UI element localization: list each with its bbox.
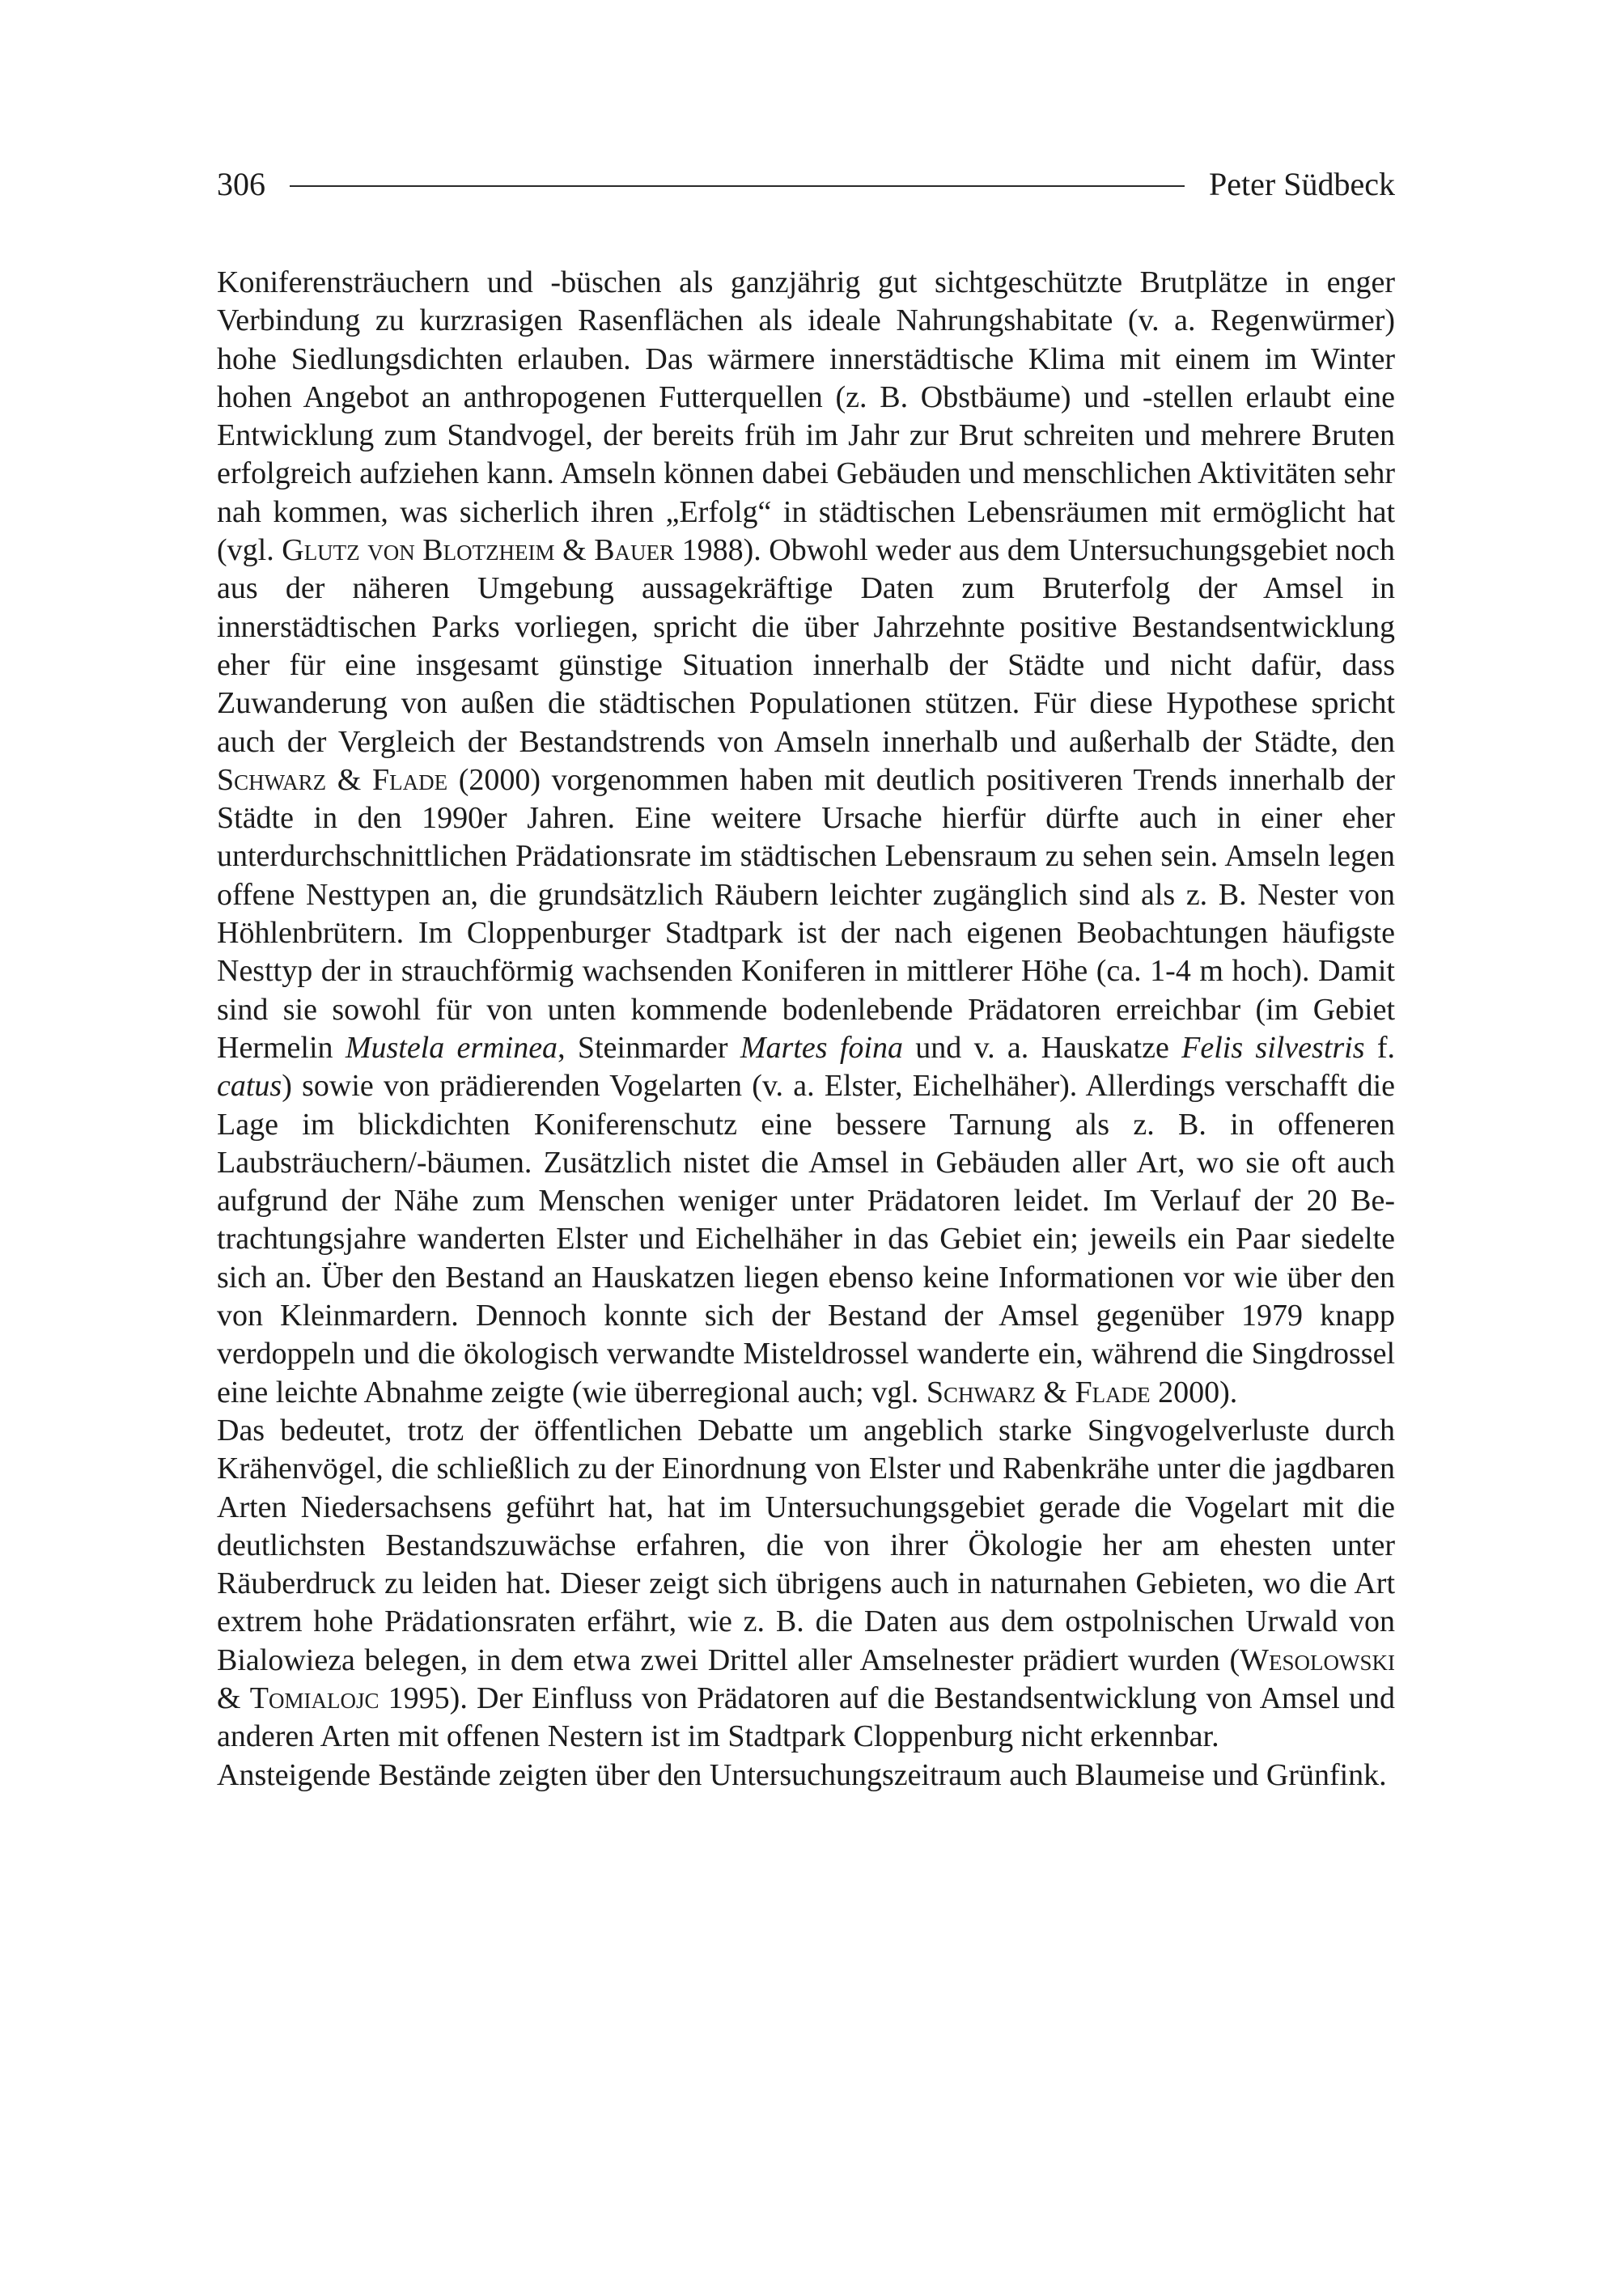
paragraph [217, 1412, 1395, 1757]
species-name: Felis silvestris [1181, 1030, 1365, 1065]
body-text [217, 264, 1395, 1795]
text-run: 1988). Obwohl weder aus dem Untersuchungsgebiet noch aus der näheren Umgebung aussagekräftige Daten zum Bruterfolg der Amsel in innerstädtischen Parks vorliegen, spricht die über Jahrzehnte positive Bestandsentwicklung eher für eine insgesamt günstige Situation innerhalb der Städte und nicht dafür, dass Zuwanderung von außen die städtischen Populationen stützen. Für diese Hypothese spricht auch der Vergleich der Bestandstrends von Amseln innerhalb und außerhalb der Städte, den [217, 533, 1395, 759]
text-run: 2000). [1150, 1375, 1238, 1409]
text-run: & [326, 762, 372, 797]
text-run: (2000) vorgenommen haben mit deutlich positiveren Trends innerhalb der Städte in den 1990er Jahren. Eine weitere Ursache hierfür dürfte auch in einer eher unterdurchschnittlichen Prädationsrate im städtischen Lebensraum zu sehen sein. Amseln legen offene Nesttypen an, die grundsätzlich Räubern leichter zugänglich sind als z. B. Nester von Höhlenbrütern. Im Cloppenburger Stadtpark ist der nach eigenen Beobachtungen häufigste Nesttyp der in strauchförmig wachsenden Koniferen in mittlerer Höhe (ca. 1-4 m hoch). Damit sind sie sowohl für von unten kommende bodenlebende Prädatoren erreichbar (im Gebiet Hermelin [217, 762, 1395, 1065]
header-rule [290, 185, 1185, 187]
text-run: & [1035, 1375, 1075, 1409]
text-run: Ansteigende Bestände zeigten über den Untersuchungszeitraum auch Blaumeise und Grünfink. [217, 1757, 1387, 1792]
text-run: f. [1364, 1030, 1395, 1065]
author-citation: Bauer [594, 533, 675, 568]
text-run: , Steinmarder [558, 1030, 740, 1065]
author-citation: Schwarz [926, 1375, 1036, 1409]
text-run: Koniferensträuchern und -büschen als ganzjährig gut sichtgeschützte Brutplätze in enger Verbindung zu kurzrasigen Rasenflächen als ideale Nahrungshabitate (v. a. Regenwürmer) hohe Siedlungsdichten erlauben. Das wärmere innerstädtische Klima mit einem im Winter hohen Angebot an anthropogenen Futterquellen (z. B. Obstbäume) und -stellen erlaubt eine Entwicklung zum Standvogel, der bereits früh im Jahr zur Brut schreiten und mehrere Bruten erfolgreich aufziehen kann. Amseln können dabei Gebäuden und menschlichen Aktivitäten sehr nah kommen, was sicherlich ihren „Erfolg“ in städtischen Lebensräumen mit ermöglicht hat (vgl. [217, 265, 1395, 568]
species-name: Martes foina [740, 1030, 903, 1065]
text-run: & [217, 1681, 250, 1715]
species-name: catus [217, 1069, 282, 1104]
page-number: 306 [217, 166, 265, 202]
author-citation: Wesolowski [1240, 1642, 1395, 1677]
running-head [217, 162, 1395, 207]
paragraph [217, 1757, 1395, 1795]
author-citation: Tomialojc [249, 1681, 379, 1715]
author-citation: Flade [371, 762, 448, 797]
running-head-author: Peter Südbeck [1209, 166, 1395, 202]
author-citation: Schwarz [217, 762, 327, 797]
paragraph [217, 264, 1395, 1412]
text-run: & [554, 533, 595, 568]
text-run: Das bedeutet, trotz der öffentlichen Debatte um angeblich starke Singvogelverluste durch Krähenvögel, die schließlich zu der Einordnung von Elster und Rabenkrähe unter die jagdbaren Arten Niedersachsens geführt hat, hat im Untersuchungsgebiet gerade die Vogelart mit die deutlichsten Bestandszuwächse erfahren, die von ihrer Ökologie her am ehesten unter Räuberdruck zu leiden hat. Dieser zeigt sich übrigens auch in naturnahen Gebieten, wo die Art extrem hohe Prädationsraten erfährt, wie z. B. die Daten aus dem ostpolnischen Urwald von Bialowieza belegen, in dem etwa zwei Drittel aller Amselnester prädiert wurden ( [217, 1413, 1395, 1677]
author-citation: Flade [1075, 1375, 1151, 1409]
author-citation: Glutz von Blotzheim [282, 533, 555, 568]
species-name: Mustela erminea [345, 1030, 558, 1065]
text-run: ) sowie von prädierenden Vogelarten (v. a. Elster, Eichelhäher). Allerdings verschafft die Lage im blickdichten Koniferenschutz eine bessere Tarnung als z. B. in offeneren Laubsträuchern/-bäumen. Zusätzlich nistet die Amsel in Gebäuden aller Art, wo sie oft auch aufgrund der Nähe zum Menschen weniger unter Prädatoren leidet. Im Verlauf der 20 Betrachtungsjahre wanderten Elster und Eichelhäher in das Gebiet ein; jeweils ein Paar siedelte sich an. Über den Bestand an Hauskatzen liegen ebenso keine Informationen vor wie über den von Kleinmardern. Dennoch konnte sich der Bestand der Amsel gegenüber 1979 knapp verdoppeln und die ökologisch verwandte Misteldrossel wanderte ein, während die Singdrossel eine leichte Abnahme zeigte (wie überregional auch; vgl. [217, 1069, 1395, 1409]
text-run: und v. a. Hauskatze [902, 1030, 1182, 1065]
text-run: 1995). Der Einfluss von Prädatoren auf die Bestandsentwicklung von Amsel und anderen Arten mit offenen Nestern ist im Stadtpark Cloppenburg nicht erkennbar. [217, 1681, 1395, 1754]
